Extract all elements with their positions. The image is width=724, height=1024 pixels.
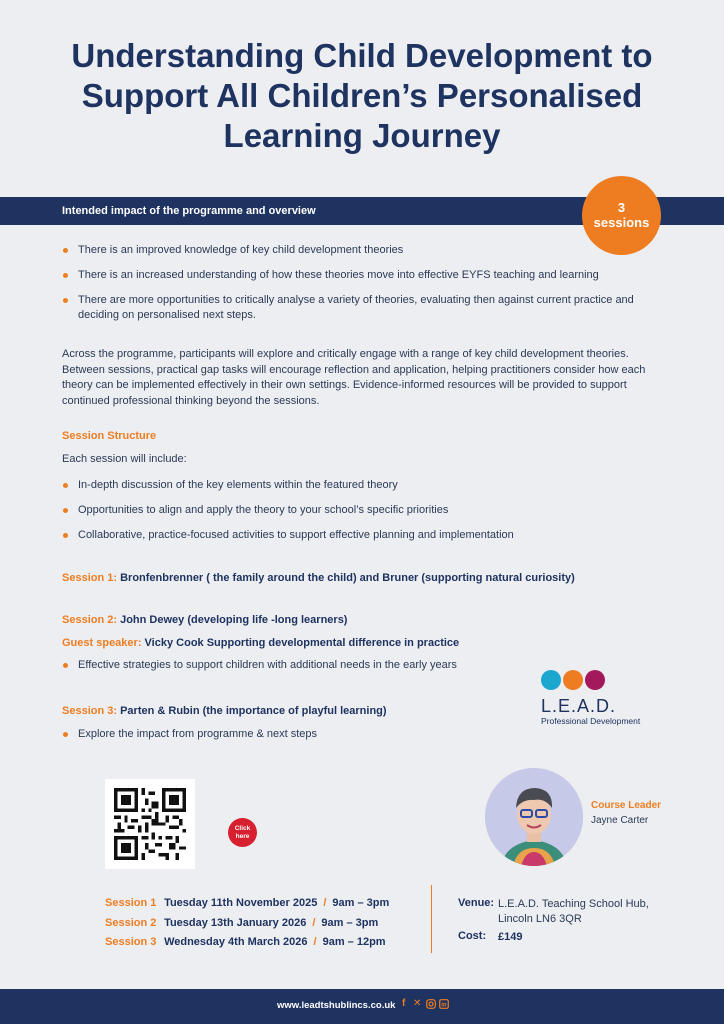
- logo-dot-purple: [585, 670, 605, 690]
- session-3-text: Parten & Rubin (the importance of playful learning): [120, 705, 387, 717]
- date-label: Session 3: [105, 936, 157, 948]
- guest-speaker: [62, 637, 459, 649]
- x-icon[interactable]: ✕: [413, 998, 422, 1009]
- cost-label: Cost:: [458, 930, 487, 942]
- date-label: Session 1: [105, 897, 157, 909]
- structure-list: [62, 478, 662, 553]
- time-value: 9am – 3pm: [321, 916, 379, 929]
- logo-dot-orange: [563, 670, 583, 690]
- qr-code[interactable]: [105, 779, 195, 869]
- page-title: Understanding Child Development to Support All Children’s Personalised Learning Journey: [71, 37, 653, 154]
- list-item: Effective strategies to support children with additional needs in the early years: [62, 658, 662, 673]
- structure-heading: Session Structure: [62, 430, 157, 442]
- session-1-label: Session 1:: [62, 572, 118, 584]
- list-item: There is an increased understanding of how these theories move into effective EYFS teaching and learning: [62, 268, 662, 283]
- session-2-title: [62, 614, 347, 626]
- click-here-button[interactable]: Click here: [228, 818, 257, 847]
- logo-dot-blue: [541, 670, 561, 690]
- session-3-label: Session 3:: [62, 705, 118, 717]
- structure-intro: Each session will include:: [62, 453, 187, 465]
- date-row: Session 1 Tuesday 11th November 2025 / 9am – 3pm: [105, 897, 390, 909]
- date-value: Tuesday 11th November 2025: [164, 897, 318, 909]
- list-item: Opportunities to align and apply the theory to your school’s specific priorities: [62, 503, 662, 518]
- section-heading: Intended impact of the programme and overview: [62, 205, 316, 217]
- date-value: Wednesday 4th March 2026: [164, 936, 308, 948]
- footer: [0, 989, 724, 1024]
- session-2-text: John Dewey (developing life -long learners): [120, 614, 348, 626]
- date-row: Session 2 Tuesday 13th January 2026 / 9am – 3pm: [105, 916, 379, 929]
- sessions-count: 3: [617, 200, 626, 215]
- list-item: Collaborative, practice-focused activities to support effective planning and implementation: [62, 528, 662, 543]
- date-row: Session 3 Wednesday 4th March 2026 / 9am – 12pm: [105, 936, 386, 948]
- session-3-title: [62, 705, 387, 717]
- instagram-icon[interactable]: [426, 999, 436, 1012]
- logo-subtitle: Professional Development: [541, 716, 641, 726]
- linkedin-icon[interactable]: [439, 999, 449, 1012]
- svg-text:in: in: [441, 1002, 447, 1009]
- session-1-title: [62, 572, 575, 584]
- divider: [431, 885, 432, 953]
- guest-speaker-text: Vicky Cook Supporting developmental difference in practice: [144, 637, 460, 649]
- list-item: There are more opportunities to critically analyse a variety of theories, evaluating then against current practice and deciding on personalised next steps.: [62, 293, 662, 323]
- venue-label: Venue:: [458, 897, 495, 909]
- overview-paragraph: Across the programme, participants will explore and critically engage with a range of key child development theories. Between sessions, practical gap tasks will encourage reflection and application, helping practitioners consider how each theory can be implemented effectively in their own settings. Evidence-informed resources will be provided to support continued professional thinking beyond the sessions.: [62, 348, 646, 407]
- course-leader-name: Jayne Carter: [591, 815, 649, 826]
- guest-speaker-label: Guest speaker:: [62, 637, 142, 649]
- facebook-icon[interactable]: f: [402, 998, 406, 1009]
- date-value: Tuesday 13th January 2026: [164, 916, 307, 929]
- course-leader-label: Course Leader: [591, 800, 662, 811]
- footer-url[interactable]: www.leadtshublincs.co.uk: [277, 1000, 396, 1011]
- venue-line-1: L.E.A.D. Teaching School Hub,: [498, 898, 649, 910]
- time-value: 9am – 3pm: [332, 897, 390, 909]
- impact-list: [62, 243, 662, 333]
- cost-value: £149: [498, 931, 523, 943]
- session-dates: [105, 897, 389, 956]
- logo-name: L.E.A.D.: [541, 696, 617, 716]
- session-3-list: [62, 727, 662, 752]
- list-item: There is an improved knowledge of key child development theories: [62, 243, 662, 258]
- date-label: Session 2: [105, 916, 157, 929]
- time-value: 9am – 12pm: [322, 936, 386, 948]
- course-leader-photo: [485, 768, 583, 866]
- sessions-unit: sessions: [593, 215, 650, 230]
- person-icon: [485, 768, 583, 866]
- list-item: Explore the impact from programme & next steps: [62, 727, 662, 742]
- session-2-label: Session 2:: [62, 614, 118, 626]
- list-item: In-depth discussion of the key elements within the featured theory: [62, 478, 662, 493]
- venue-line-2: Lincoln LN6 3QR: [498, 913, 582, 925]
- qr-code-icon: [114, 788, 186, 860]
- session-1-text: Bronfenbrenner ( the family around the child) and Bruner (supporting natural curiosity): [120, 572, 575, 584]
